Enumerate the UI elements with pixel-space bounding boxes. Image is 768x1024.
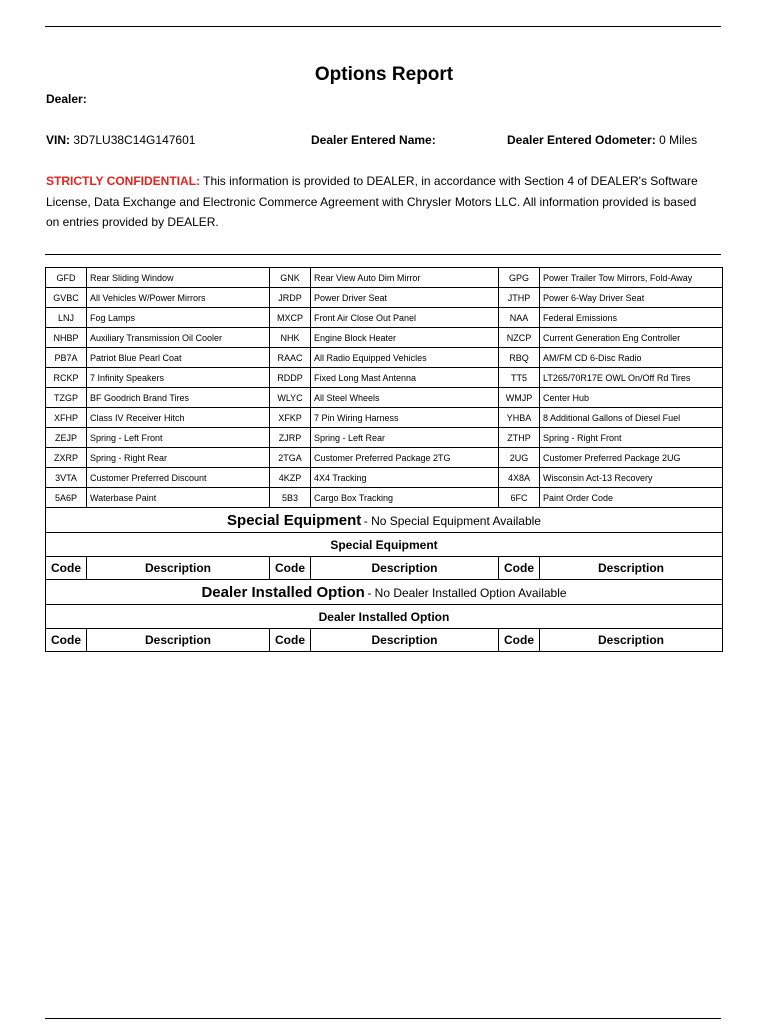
option-code: GVBC <box>46 288 87 308</box>
option-description: Center Hub <box>540 388 723 408</box>
option-row <box>46 468 723 488</box>
option-code: XFKP <box>270 408 311 428</box>
option-code: TZGP <box>46 388 87 408</box>
option-code: RAAC <box>270 348 311 368</box>
option-description: 7 Infinity Speakers <box>87 368 270 388</box>
option-description: Rear Sliding Window <box>87 268 270 288</box>
option-code: RCKP <box>46 368 87 388</box>
special-equipment-section <box>46 508 723 580</box>
option-row <box>46 268 723 288</box>
option-code: RDDP <box>270 368 311 388</box>
vin-field <box>46 133 195 147</box>
option-code: ZJRP <box>270 428 311 448</box>
option-description: Power 6-Way Driver Seat <box>540 288 723 308</box>
code-column-header: Code <box>46 629 87 652</box>
options-table-body <box>46 268 723 508</box>
dealer-installed-title: Dealer Installed Option <box>201 583 365 601</box>
option-description: Federal Emissions <box>540 308 723 328</box>
option-description: LT265/70R17E OWL On/Off Rd Tires <box>540 368 723 388</box>
option-code: ZTHP <box>499 428 540 448</box>
description-column-header: Description <box>540 557 723 580</box>
option-row <box>46 488 723 508</box>
option-code: JTHP <box>499 288 540 308</box>
option-description: 4X4 Tracking <box>311 468 499 488</box>
option-code: NAA <box>499 308 540 328</box>
option-code: 2UG <box>499 448 540 468</box>
option-description: Cargo Box Tracking <box>311 488 499 508</box>
option-code: 6FC <box>499 488 540 508</box>
option-code: NHBP <box>46 328 87 348</box>
option-description: Waterbase Paint <box>87 488 270 508</box>
bottom-divider <box>45 1018 721 1019</box>
option-code: PB7A <box>46 348 87 368</box>
option-description: Rear View Auto Dim Mirror <box>311 268 499 288</box>
code-column-header: Code <box>270 629 311 652</box>
code-column-header: Code <box>499 557 540 580</box>
option-code: XFHP <box>46 408 87 428</box>
description-column-header: Description <box>87 629 270 652</box>
option-code: WMJP <box>499 388 540 408</box>
dealer-entered-name-field <box>311 133 436 147</box>
option-code: 4X8A <box>499 468 540 488</box>
option-code: ZXRP <box>46 448 87 468</box>
option-code: MXCP <box>270 308 311 328</box>
dealer-installed-column-headers <box>46 629 723 652</box>
vin-value: 3D7LU38C14G147601 <box>73 133 196 147</box>
confidential-label: STRICTLY CONFIDENTIAL: <box>46 174 201 188</box>
option-description: Class IV Receiver Hitch <box>87 408 270 428</box>
option-row <box>46 368 723 388</box>
option-code: RBQ <box>499 348 540 368</box>
page-title: Options Report <box>314 64 454 85</box>
dealer-installed-section <box>46 580 723 652</box>
option-code: YHBA <box>499 408 540 428</box>
option-row <box>46 408 723 428</box>
special-equipment-note: - No Special Equipment Available <box>363 513 541 528</box>
special-equipment-column-headers <box>46 557 723 580</box>
option-row <box>46 448 723 468</box>
option-code: ZEJP <box>46 428 87 448</box>
dealer-installed-note: - No Dealer Installed Option Available <box>367 585 567 600</box>
option-description: All Steel Wheels <box>311 388 499 408</box>
option-code: JRDP <box>270 288 311 308</box>
dealer-installed-subheader: Dealer Installed Option <box>46 605 723 629</box>
option-description: All Vehicles W/Power Mirrors <box>87 288 270 308</box>
option-description: Fixed Long Mast Antenna <box>311 368 499 388</box>
option-description: All Radio Equipped Vehicles <box>311 348 499 368</box>
options-table <box>45 267 723 652</box>
option-description: Spring - Right Front <box>540 428 723 448</box>
top-divider <box>45 26 721 27</box>
option-description: Spring - Right Rear <box>87 448 270 468</box>
option-description: Front Air Close Out Panel <box>311 308 499 328</box>
description-column-header: Description <box>540 629 723 652</box>
dealer-installed-heading <box>46 580 723 605</box>
option-code: 5B3 <box>270 488 311 508</box>
option-code: NZCP <box>499 328 540 348</box>
description-column-header: Description <box>311 629 499 652</box>
option-description: Customer Preferred Package 2UG <box>540 448 723 468</box>
option-description: Power Trailer Tow Mirrors, Fold-Away <box>540 268 723 288</box>
option-code: GPG <box>499 268 540 288</box>
vin-label: VIN: <box>46 133 70 147</box>
odometer-label: Dealer Entered Odometer: <box>507 133 656 147</box>
option-row <box>46 388 723 408</box>
odometer-value: 0 Miles <box>659 133 698 147</box>
description-column-header: Description <box>311 557 499 580</box>
option-code: GNK <box>270 268 311 288</box>
option-row <box>46 428 723 448</box>
option-description: Spring - Left Front <box>87 428 270 448</box>
option-code: 4KZP <box>270 468 311 488</box>
option-code: 5A6P <box>46 488 87 508</box>
option-row <box>46 348 723 368</box>
option-description: Current Generation Eng Controller <box>540 328 723 348</box>
option-description: Power Driver Seat <box>311 288 499 308</box>
confidential-notice <box>46 171 706 233</box>
option-description: Wisconsin Act-13 Recovery <box>540 468 723 488</box>
mid-divider <box>45 254 721 255</box>
option-description: Engine Block Heater <box>311 328 499 348</box>
option-code: TT5 <box>499 368 540 388</box>
option-description: Customer Preferred Package 2TG <box>311 448 499 468</box>
option-description: Patriot Blue Pearl Coat <box>87 348 270 368</box>
option-description: Paint Order Code <box>540 488 723 508</box>
description-column-header: Description <box>87 557 270 580</box>
code-column-header: Code <box>46 557 87 580</box>
code-column-header: Code <box>270 557 311 580</box>
option-description: 8 Additional Gallons of Diesel Fuel <box>540 408 723 428</box>
option-code: GFD <box>46 268 87 288</box>
dealer-label: Dealer: <box>46 92 87 106</box>
option-description: Spring - Left Rear <box>311 428 499 448</box>
option-code: LNJ <box>46 308 87 328</box>
option-row <box>46 328 723 348</box>
code-column-header: Code <box>499 629 540 652</box>
option-description: BF Goodrich Brand Tires <box>87 388 270 408</box>
option-code: 3VTA <box>46 468 87 488</box>
option-description: AM/FM CD 6-Disc Radio <box>540 348 723 368</box>
odometer-field <box>507 133 697 147</box>
special-equipment-subheader: Special Equipment <box>46 533 723 557</box>
option-row <box>46 288 723 308</box>
special-equipment-title: Special Equipment <box>227 511 362 529</box>
option-row <box>46 308 723 328</box>
option-code: 2TGA <box>270 448 311 468</box>
option-code: NHK <box>270 328 311 348</box>
confidential-text: This information is provided to DEALER, in accordance with Section 4 of DEALER's Software License, Data Exchange and Electronic Commerce Agreement with Chrysler Motors LLC. All information provided is based on entries provided by DEALER. <box>46 174 698 229</box>
dealer-entered-name-label: Dealer Entered Name: <box>311 133 436 147</box>
option-description: Auxiliary Transmission Oil Cooler <box>87 328 270 348</box>
special-equipment-heading <box>46 508 723 533</box>
option-description: Customer Preferred Discount <box>87 468 270 488</box>
option-description: Fog Lamps <box>87 308 270 328</box>
option-description: 7 Pin Wiring Harness <box>311 408 499 428</box>
option-code: WLYC <box>270 388 311 408</box>
